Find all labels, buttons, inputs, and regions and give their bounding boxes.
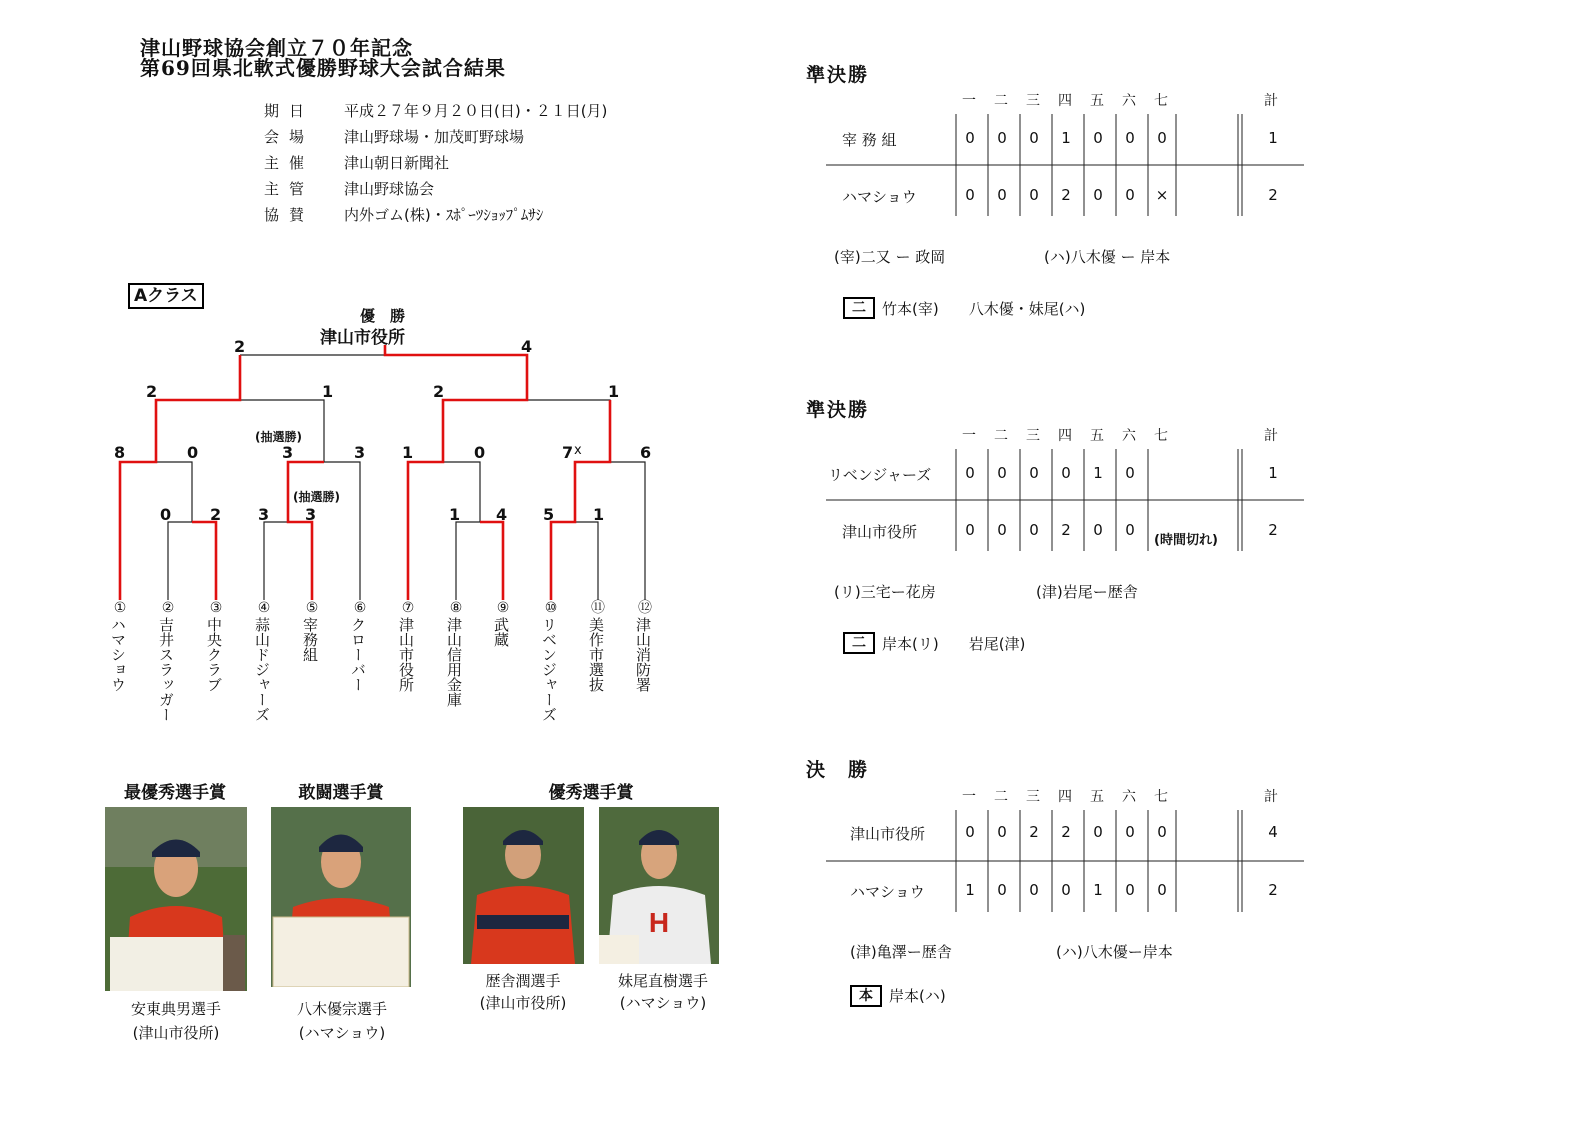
team-4: ④ 蒜山ドジャーズ — [253, 600, 271, 722]
inning-score: 0 — [965, 129, 975, 147]
total-score: 2 — [1268, 186, 1278, 204]
time-limit-note: (時間切れ) — [1154, 533, 1218, 548]
mvp-photo — [105, 807, 247, 991]
score-r2-4: 3 — [354, 443, 366, 462]
page-title-line1: 津山野球協会創立７０年記念 — [140, 36, 413, 60]
fight-caption: 八木優宗選手 (ハマショウ) — [296, 1000, 387, 1042]
battery-2: (ハ)八木優 ー 岸本 — [1044, 248, 1171, 266]
inning-score: 0 — [965, 186, 975, 204]
game-title: 準決勝 — [806, 64, 870, 86]
team-3: ③ 中央クラブ — [205, 600, 223, 692]
inning-score: 0 — [1157, 129, 1167, 147]
inning-header-1: 一 — [962, 93, 976, 109]
team-6: ⑥ クローバー — [349, 600, 367, 692]
inning-score: 0 — [997, 464, 1007, 482]
inning-score: 0 — [1157, 823, 1167, 841]
player-photo-icon — [463, 807, 584, 964]
win-revengers — [551, 400, 610, 600]
inning-header-2: 二 — [994, 93, 1008, 109]
score-r1-1: 0 — [160, 505, 172, 524]
inning-score: 0 — [1061, 881, 1071, 899]
score-r2-6: 0 — [474, 443, 486, 462]
player-photo-icon — [271, 807, 411, 987]
mvp-caption: 安東典男選手 (津山市役所) — [130, 1000, 221, 1042]
bracket-loser-lines — [156, 355, 645, 600]
inning-score: 0 — [997, 881, 1007, 899]
battery-1: (宰)二又 ー 政岡 — [834, 248, 946, 266]
inning-score: 0 — [997, 186, 1007, 204]
game-title: 準決勝 — [806, 399, 870, 421]
player-photo-icon — [599, 807, 719, 964]
line-team12 — [610, 462, 645, 600]
excellent-photo-1 — [463, 807, 584, 964]
inning-header-6: 六 — [1122, 428, 1136, 444]
inning-header-2: 二 — [994, 789, 1008, 805]
inning-header-3: 三 — [1026, 789, 1040, 805]
score-r1-4: 3 — [305, 505, 317, 524]
score-r1-5: 1 — [449, 505, 461, 524]
inning-header-5: 五 — [1090, 789, 1104, 805]
team-name: 宰 務 組 — [842, 131, 897, 149]
total-score: 2 — [1268, 881, 1278, 899]
inning-score: 0 — [1029, 464, 1039, 482]
info-host: 主催 津山朝日新聞社 — [264, 154, 450, 172]
team-name: ハマショウ — [850, 883, 925, 901]
info-sponsor: 協賛 内外ゴム(株)・ｽﾎﾟｰﾂｼｮｯﾌﾟﾑｻｼ — [264, 206, 544, 224]
team-name: 津山市役所 — [842, 523, 918, 541]
inning-header-2: 二 — [994, 428, 1008, 444]
excellent-photo-2 — [599, 807, 719, 964]
inning-score: × — [1155, 186, 1169, 204]
score-semi-1: 2 — [146, 382, 158, 401]
inning-header-3: 三 — [1026, 428, 1040, 444]
award-excellent-title: 優秀選手賞 — [548, 783, 634, 803]
score-r1-3: 3 — [258, 505, 270, 524]
hits-note: 竹本(宰) 八木優・妹尾(ハ) — [882, 300, 1086, 318]
inning-score: 0 — [1029, 521, 1039, 539]
total-score: 4 — [1268, 823, 1278, 841]
team-10: ⑩ リベンジャーズ — [540, 600, 558, 722]
score-r2-8: 6 — [640, 443, 652, 462]
battery-1: (津)亀澤ー歴舎 — [850, 943, 952, 961]
team-1: ① ハマショウ — [109, 600, 127, 692]
bracket-winner-lines — [120, 345, 610, 600]
inning-score: 0 — [1029, 881, 1039, 899]
score-final-2: 4 — [521, 337, 533, 356]
inning-score: 0 — [1125, 186, 1135, 204]
inning-score: 2 — [1061, 823, 1071, 841]
total-header: 計 — [1264, 428, 1278, 444]
inning-score: 0 — [1029, 129, 1039, 147]
inning-score: 2 — [1061, 521, 1071, 539]
score-semi-3: 2 — [433, 382, 445, 401]
score-r1-2: 2 — [210, 505, 222, 524]
score-r2-7-mark: x — [574, 443, 582, 458]
team-8: ⑧ 津山信用金庫 — [445, 600, 463, 707]
inning-score: 0 — [1093, 186, 1103, 204]
homerun-note: 岸本(ハ) — [889, 987, 946, 1005]
inning-header-5: 五 — [1090, 93, 1104, 109]
team-5: ⑤ 宰務組 — [301, 600, 319, 662]
hit-mark: 二 — [843, 632, 875, 654]
award-mvp-title: 最優秀選手賞 — [124, 783, 226, 803]
total-header: 計 — [1264, 93, 1278, 109]
inning-score: 2 — [1061, 186, 1071, 204]
score-r2-7: 7 — [562, 443, 574, 462]
score-r1-7: 5 — [543, 505, 555, 524]
inning-score: 0 — [997, 129, 1007, 147]
inning-score: 0 — [1125, 823, 1135, 841]
game-title: 決 勝 — [806, 759, 870, 781]
inning-score: 0 — [965, 823, 975, 841]
lottery-note-2: (抽選勝) — [255, 430, 302, 444]
inning-header-7: 七 — [1154, 789, 1168, 805]
team-12: ⑫ 津山消防署 — [634, 600, 652, 692]
team-11: ⑪ 美作市選抜 — [587, 600, 605, 692]
score-r1-8: 1 — [593, 505, 605, 524]
line-team11 — [575, 522, 598, 600]
team-2: ② 吉井スラッガー — [157, 600, 175, 722]
inning-header-7: 七 — [1154, 428, 1168, 444]
score-final-1: 2 — [234, 337, 246, 356]
hit-mark: 二 — [843, 297, 875, 319]
excellent-caption-1: 歴舎潤選手 (津山市役所) — [479, 972, 567, 1012]
inning-header-1: 一 — [962, 789, 976, 805]
inning-score: 0 — [997, 823, 1007, 841]
inning-header-4: 四 — [1058, 93, 1072, 109]
info-venue: 会場 津山野球場・加茂町野球場 — [264, 128, 525, 146]
info-organizer: 主管 津山野球協会 — [264, 180, 435, 198]
inning-header-5: 五 — [1090, 428, 1104, 444]
inning-header-3: 三 — [1026, 93, 1040, 109]
line-team8 — [456, 522, 480, 600]
score-r1-6: 4 — [496, 505, 508, 524]
inning-header-6: 六 — [1122, 789, 1136, 805]
hits-note: 岸本(リ) 岩尾(津) — [882, 635, 1026, 653]
team-name: 津山市役所 — [850, 825, 926, 843]
inning-score: 0 — [965, 464, 975, 482]
score-r2-1: 8 — [114, 443, 126, 462]
inning-score: 0 — [1125, 881, 1135, 899]
homerun-mark: 本 — [850, 985, 882, 1007]
inning-header-4: 四 — [1058, 789, 1072, 805]
team-9: ⑨ 武蔵 — [492, 600, 510, 647]
line-team4 — [264, 522, 288, 600]
bracket-lines — [0, 0, 760, 620]
svg-text:H: H — [648, 907, 670, 938]
total-header: 計 — [1264, 789, 1278, 805]
score-r2-2: 0 — [187, 443, 199, 462]
fight-photo — [271, 807, 411, 987]
inning-header-6: 六 — [1122, 93, 1136, 109]
inning-header-1: 一 — [962, 428, 976, 444]
class-label: Aクラス — [128, 283, 204, 309]
page-title-line2: 第69回県北軟式優勝野球大会試合結果 — [140, 56, 506, 80]
total-score: 1 — [1268, 464, 1278, 482]
lottery-note-1: (抽選勝) — [293, 490, 340, 504]
inning-score: 1 — [1061, 129, 1071, 147]
champion-team: 津山市役所 — [320, 328, 405, 348]
player-photo-icon — [105, 807, 247, 991]
inning-score: 1 — [1093, 464, 1103, 482]
inning-header-4: 四 — [1058, 428, 1072, 444]
inning-score: 0 — [1125, 129, 1135, 147]
team-name: ハマショウ — [842, 188, 917, 206]
win-chuo — [192, 522, 216, 600]
total-score: 2 — [1268, 521, 1278, 539]
total-score: 1 — [1268, 129, 1278, 147]
inning-score: 0 — [1093, 823, 1103, 841]
info-date: 期日 平成２７年９月２０日(日)・２１日(月) — [264, 102, 608, 120]
inning-score: 0 — [1093, 521, 1103, 539]
inning-score: 1 — [965, 881, 975, 899]
team-name: リベンジャーズ — [828, 466, 932, 484]
inning-score: 0 — [1029, 186, 1039, 204]
team-7: ⑦ 津山市役所 — [397, 600, 415, 692]
inning-header-7: 七 — [1154, 93, 1168, 109]
score-semi-2: 1 — [322, 382, 334, 401]
win-musashi — [480, 522, 503, 600]
inning-score: 0 — [1061, 464, 1071, 482]
battery-1: (リ)三宅ー花房 — [834, 583, 936, 601]
inning-score: 1 — [1093, 881, 1103, 899]
inning-score: 0 — [1157, 881, 1167, 899]
inning-score: 0 — [1093, 129, 1103, 147]
award-fight-title: 敢闘選手賞 — [298, 783, 384, 803]
battery-2: (ハ)八木優ー岸本 — [1056, 943, 1173, 961]
excellent-caption-2: 妹尾直樹選手 (ハマショウ) — [617, 972, 708, 1012]
inning-score: 0 — [965, 521, 975, 539]
line-team2 — [168, 522, 192, 600]
inning-score: 0 — [997, 521, 1007, 539]
win-saimu — [288, 462, 324, 600]
score-r2-5: 1 — [402, 443, 414, 462]
inning-score: 2 — [1029, 823, 1039, 841]
score-r2-3: 3 — [282, 443, 294, 462]
score-semi-4: 1 — [608, 382, 620, 401]
line-team6 — [324, 462, 360, 600]
champion-label: 優 勝 — [360, 307, 406, 325]
win-hamasho — [120, 355, 240, 600]
inning-score: 0 — [1125, 521, 1135, 539]
battery-2: (津)岩尾ー歴舎 — [1036, 583, 1138, 601]
inning-score: 0 — [1125, 464, 1135, 482]
